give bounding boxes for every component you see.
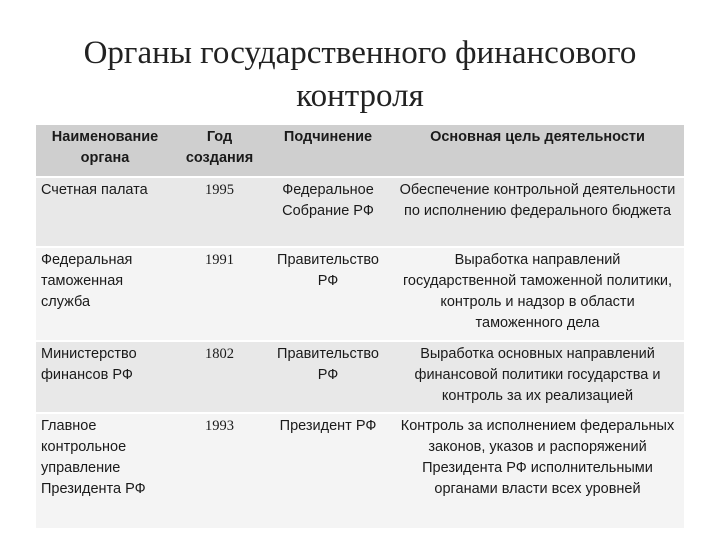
table-row bbox=[36, 341, 684, 413]
cell-year: 1995 bbox=[174, 177, 265, 247]
title-line-1: Органы государственного финансового bbox=[83, 35, 637, 71]
cell-goal: Выработка направлений государственной таможенной политики, контроль и надзор в области таможенного дела bbox=[391, 247, 684, 341]
cell-subordination: Правительство РФ bbox=[265, 247, 391, 341]
cell-goal: Выработка основных направлений финансовой политики государства и контроль за их реализацией bbox=[391, 341, 684, 413]
slide-title bbox=[0, 32, 720, 118]
cell-year: 1802 bbox=[174, 341, 265, 413]
cell-subordination: Правительство РФ bbox=[265, 341, 391, 413]
title-line-2: контроля bbox=[296, 78, 424, 114]
cell-subordination: Президент РФ bbox=[265, 413, 391, 528]
header-goal: Основная цель деятельности bbox=[430, 129, 645, 145]
table-header-row bbox=[36, 125, 684, 177]
table-row bbox=[36, 413, 684, 528]
header-subordination: Подчинение bbox=[283, 129, 373, 145]
cell-goal: Обеспечение контрольной деятельности по исполнению федерального бюджета bbox=[391, 177, 684, 247]
cell-subordination: Федеральное Собрание РФ bbox=[265, 177, 391, 247]
cell-name: Счетная палата bbox=[36, 177, 174, 247]
cell-year: 1991 bbox=[174, 247, 265, 341]
table-row bbox=[36, 177, 684, 247]
cell-name: Министерство финансов РФ bbox=[36, 341, 174, 413]
cell-name: Федеральная таможенная служба bbox=[36, 247, 174, 341]
table-row bbox=[36, 247, 684, 341]
header-name: Наименование органа bbox=[51, 129, 159, 166]
bodies-table bbox=[36, 125, 684, 528]
cell-name: Главное контрольное управление Президента РФ bbox=[36, 413, 174, 528]
cell-goal: Контроль за исполнением федеральных законов, указов и распоряжений Президента РФ исполнительными органами власти всех уровней bbox=[391, 413, 684, 528]
cell-year: 1993 bbox=[174, 413, 265, 528]
header-year: Год создания bbox=[185, 129, 254, 166]
